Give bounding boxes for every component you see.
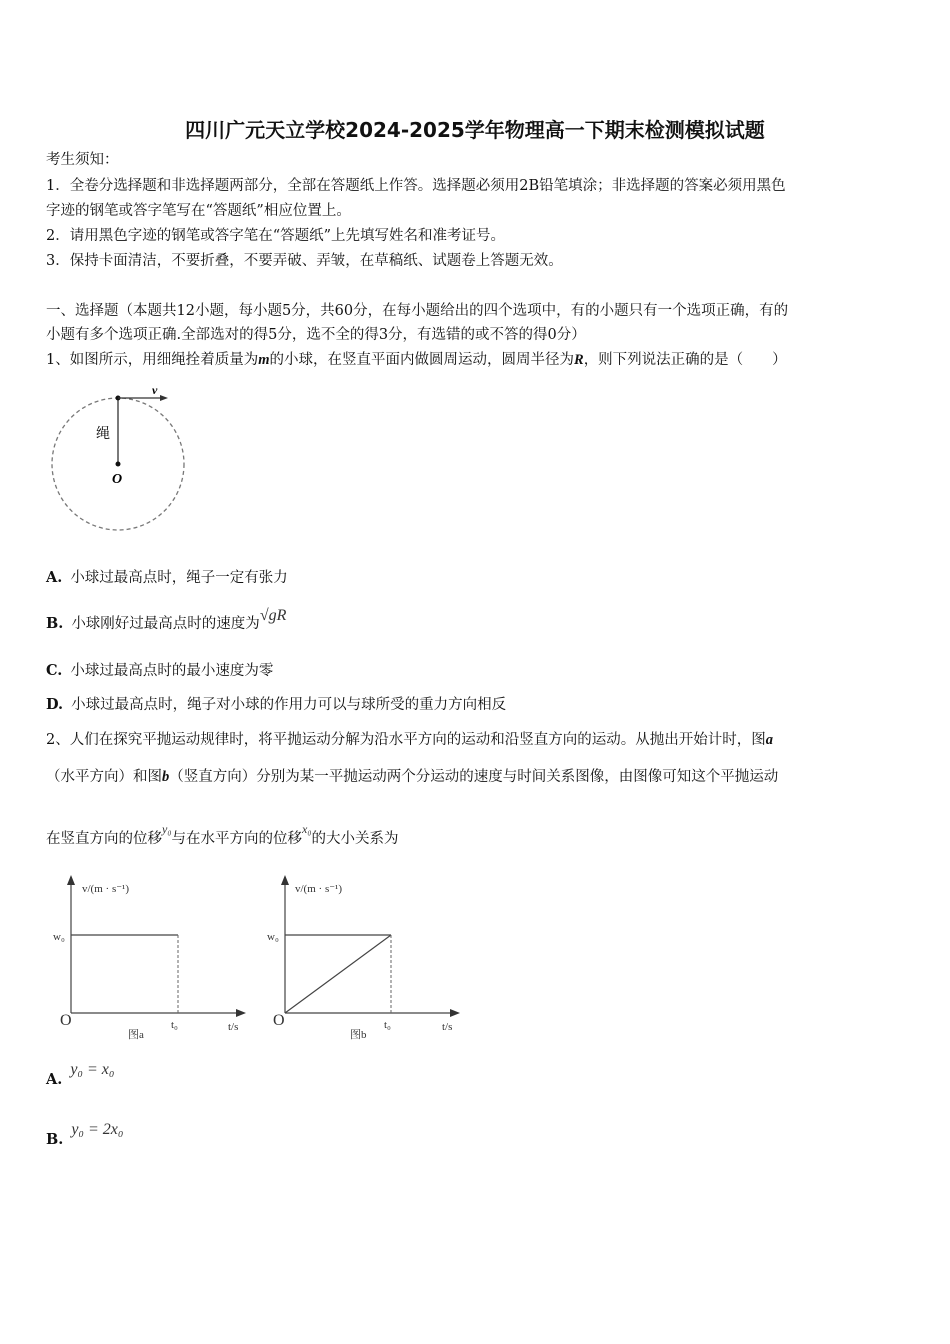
notice-item: 3．保持卡面清洁，不要折叠，不要弄破、弄皱，在草稿纸、试题卷上答题无效。: [46, 253, 563, 269]
svg-text:O: O: [273, 1012, 285, 1029]
velocity-graphs: [50, 870, 470, 1050]
svg-text:t₀: t₀: [171, 1019, 178, 1031]
svg-text:t/s: t/s: [442, 1021, 453, 1033]
question-2: 2、人们在探究平抛运动规律时，将平抛运动分解为沿水平方向的运动和沿竖直方向的运动。从抛出开始计时，图a: [46, 732, 773, 748]
svg-text:图b: 图b: [350, 1029, 367, 1041]
svg-text:t₀: t₀: [384, 1019, 391, 1031]
graph-b: [267, 875, 460, 1041]
notice-heading: 考生须知：: [46, 152, 119, 168]
notice-item: 2．请用黑色字迹的钢笔或答字笔在“答题纸”上先填写姓名和准考证号。: [46, 228, 506, 244]
section-heading: 小题有多个选项正确.全部选对的得5分，选不全的得3分，有选错的或不答的得0分）: [46, 327, 586, 343]
svg-text:O: O: [112, 472, 123, 487]
graph-a: [53, 875, 246, 1041]
q1-option-d[interactable]: D. 小球过最高点时，绳子对小球的作用力可以与球所受的重力方向相反: [46, 696, 507, 713]
page-title: 四川广元天立学校2024-2025学年物理高一下期末检测模拟试题: [185, 118, 765, 142]
notice-item: 字迹的钢笔或答字笔写在“答题纸”相应位置上。: [46, 203, 351, 219]
section-heading: 一、选择题（本题共12小题，每小题5分，共60分，在每小题给出的四个选项中，有的小题只有一个选项正确，有的: [46, 303, 789, 319]
svg-text:v/(m · s⁻¹): v/(m · s⁻¹): [295, 883, 342, 895]
svg-text:t/s: t/s: [228, 1021, 239, 1033]
svg-text:w₀: w₀: [267, 931, 279, 943]
question-1: 1、如图所示，用细绳拴着质量为m的小球，在竖直平面内做圆周运动，圆周半径为R，则下列说法正确的是（ ）: [46, 352, 787, 368]
notice-item: 1．全卷分选择题和非选择题两部分，全部在答题纸上作答。选择题必须用2B铅笔填涂；非选择题的答案必须用黑色: [46, 178, 786, 194]
svg-text:图a: 图a: [128, 1029, 144, 1041]
svg-text:O: O: [60, 1012, 72, 1029]
q2-option-a[interactable]: A.y₀ = x₀: [46, 1061, 115, 1088]
svg-text:绳: 绳: [96, 427, 110, 442]
question-2-line: 在竖直方向的位移$^{y_0}$与在水平方向的位移$^{x_0}$的大小关系为: [46, 822, 399, 847]
q1-option-b[interactable]: B. 小球刚好过最高点时的速度为√gR: [46, 607, 287, 632]
q1-option-c[interactable]: C. 小球过最高点时的最小速度为零: [46, 662, 274, 679]
q2-option-b[interactable]: B.y₀ = 2x₀: [46, 1121, 124, 1148]
svg-text:w₀: w₀: [53, 931, 65, 943]
q1-option-a[interactable]: A. 小球过最高点时，绳子一定有张力: [46, 569, 288, 586]
circle-figure: [40, 380, 200, 540]
question-2-line: （水平方向）和图b（竖直方向）分别为某一平抛运动两个分运动的速度与时间关系图像，由图像可知这个平抛运动: [46, 769, 779, 785]
svg-text:v/(m · s⁻¹): v/(m · s⁻¹): [82, 883, 129, 895]
svg-text:v: v: [152, 383, 158, 397]
